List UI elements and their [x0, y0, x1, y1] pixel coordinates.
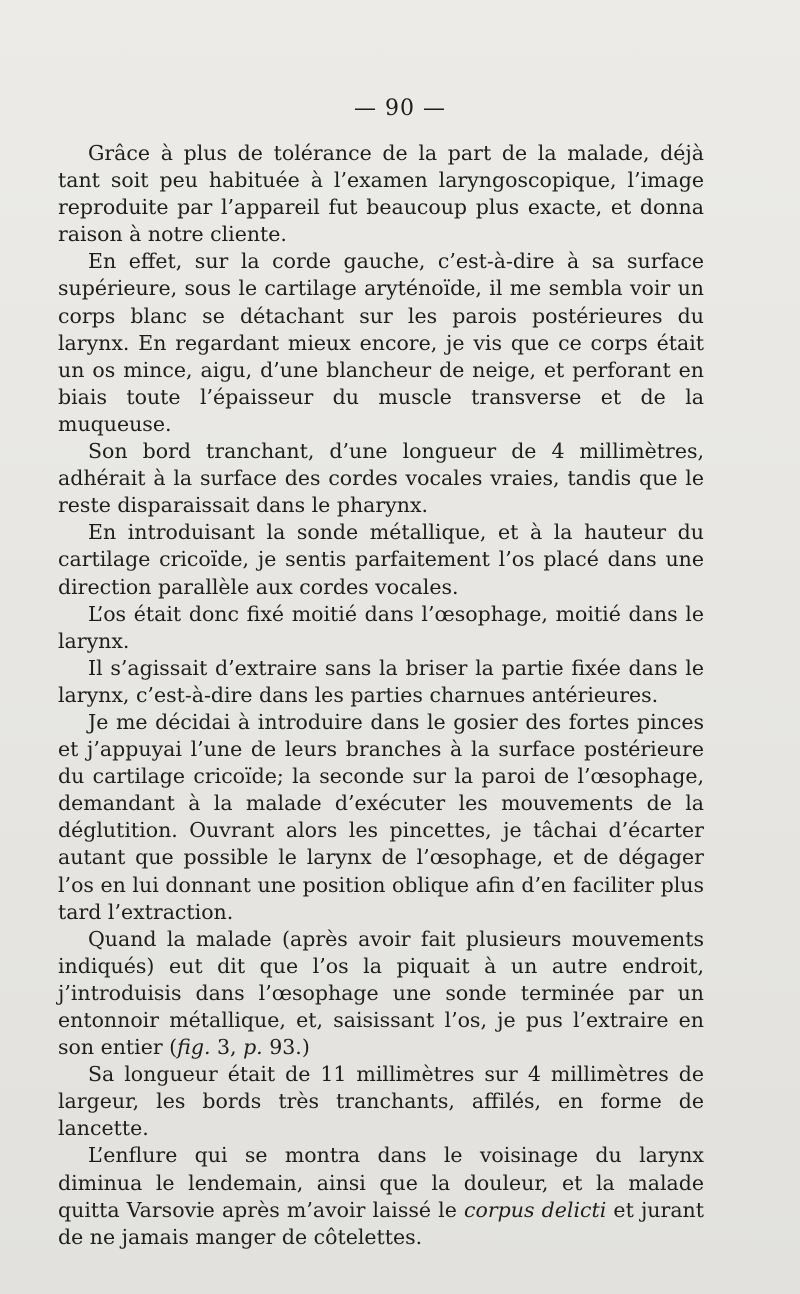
paragraph-6: Il s’agissait d’extraire sans la briser la partie fixée dans le larynx, c’est-à-dire dans les parties charnues antérieures. — [58, 655, 704, 707]
paragraph-8 — [58, 926, 704, 1061]
paragraph-5: L’os était donc fixé moitié dans l’œsophage, moitié dans le larynx. — [58, 601, 704, 653]
paragraph-9: Sa longueur était de 11 millimètres sur 4 millimètres de largeur, les bords très tranchants, affilés, en forme de lancette. — [58, 1062, 704, 1141]
paragraph-10 — [58, 1142, 704, 1250]
paragraph-1: Grâce à plus de tolérance de la part de la malade, déjà tant soit peu habituée à l’examen laryngoscopique, l’image reproduite par l’appareil fut beaucoup plus exacte, et donna raison à notre cliente. — [58, 141, 704, 247]
page-number: — 90 — — [354, 96, 446, 121]
paragraph-8-text: Quand la malade (après avoir fait plusieurs mouvements indiqués) eut dit que l’os la piquait à un autre endroit, j’introduisis dans l’œsophage une sonde terminée par un entonnoir métallique, et, saisissant l’os, je pus l’extraire en son entier ( — [58, 926, 704, 1060]
paragraph-10-text: L’enflure qui se montra dans le voisinage du larynx diminua le lendemain, ainsi que la douleur, et la malade quitta Varsovie après m’avoir laissé le — [58, 1143, 704, 1222]
paragraph-8-mid: 3, — [210, 1035, 244, 1060]
figure-reference: fig. — [177, 1035, 211, 1060]
paragraph-10-end: et jurant de ne jamais manger de côtelettes. — [58, 1197, 704, 1249]
paragraph-7: Je me décidai à introduire dans le gosier des fortes pinces et j’appuyai l’une de leurs branches à la surface postérieure du cartilage cricoïde; la seconde sur la paroi de l’œsophage, demandant à la malade d’exécuter les mouvements de la déglutition. Ouvrant alors les pincettes, je tâchai d’écarter autant que possible le larynx de l’œsophage, et de dégager l’os en lui donnant une position oblique afin d’en faciliter plus tard l’extraction. — [58, 709, 704, 924]
page-reference: p. — [243, 1035, 263, 1060]
paragraph-3: Son bord tranchant, d’une longueur de 4 millimètres, adhérait à la surface des cordes vocales vraies, tandis que le reste disparaissait dans le pharynx. — [58, 439, 704, 518]
paragraph-4: En introduisant la sonde métallique, et à la hauteur du cartilage cricoïde, je sentis parfaitement l’os placé dans une direction parallèle aux cordes vocales. — [58, 520, 704, 599]
body-text — [58, 140, 704, 1251]
corpus-delicti-italic: corpus delicti — [464, 1197, 607, 1222]
paragraph-8-end: 93.) — [262, 1035, 310, 1060]
paragraph-2: En effet, sur la corde gauche, c’est-à-dire à sa surface supérieure, sous le cartilage aryténoïde, il me sembla voir un corps blanc se détachant sur les parois postérieures du larynx. En regardant mieux encore, je vis que ce corps était un os mince, aigu, d’une blancheur de neige, et perforant en biais toute l’épaisseur du muscle transverse et de la muqueuse. — [58, 249, 704, 436]
